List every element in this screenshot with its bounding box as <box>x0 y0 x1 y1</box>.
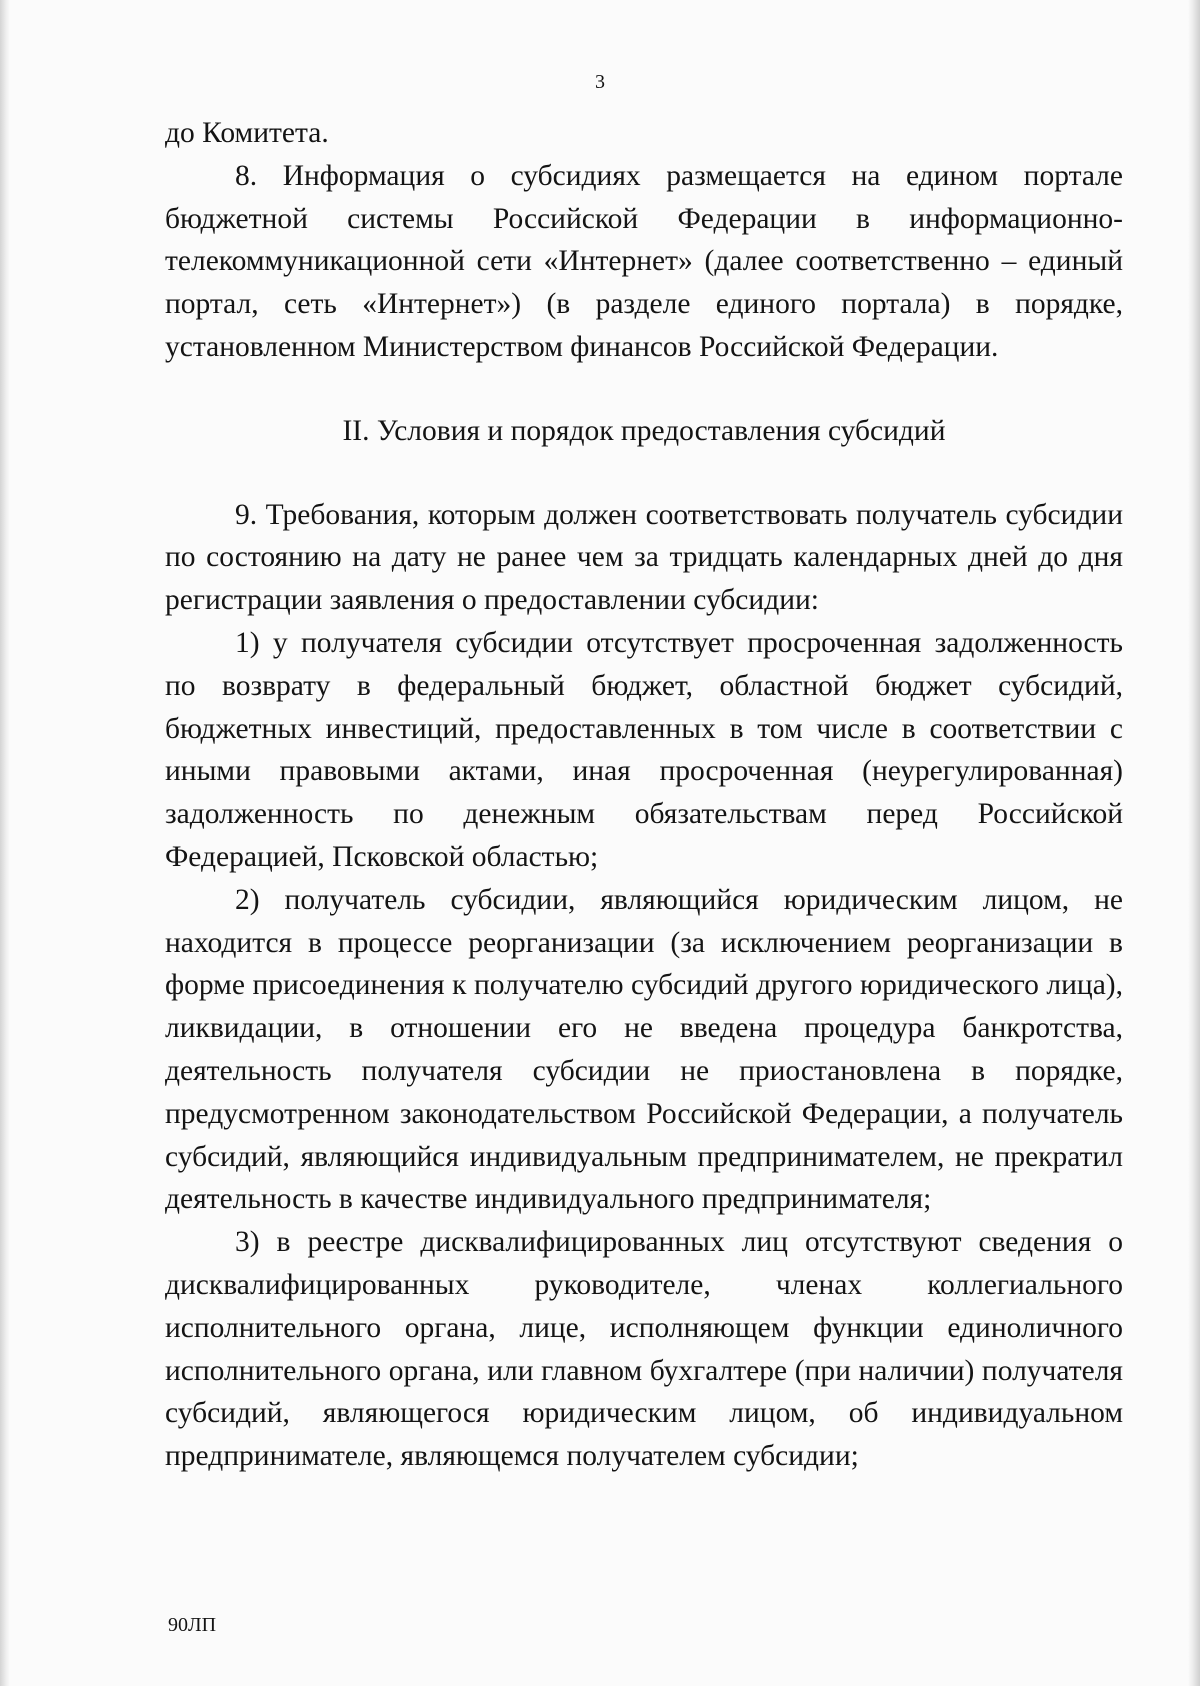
paragraph-9: 9. Требования, которым должен соответствовать получатель субсидии по состоянию на дату не ранее чем за тридцать календарных дней до дня регистрации заявления о предоставлении субсидии: <box>165 498 1123 617</box>
page-number: 3 <box>595 71 605 93</box>
paragraph-continuation: до Комитета. <box>165 117 329 149</box>
document-code: 90ЛП <box>168 1614 217 1636</box>
scan-edge-left <box>0 0 10 1686</box>
paragraph-8: 8. Информация о субсидиях размещается на едином портале бюджетной системы Российской Федерации в информационно-телекоммуникационной сети «Интернет» (далее соответственно – единый портал, сеть «Интернет») (в разделе единого портала) в порядке, установленном Министерством финансов Российской Федерации. <box>165 159 1123 363</box>
list-item-1: 1) у получателя субсидии отсутствует просроченная задолженность по возврату в федеральный бюджет, областной бюджет субсидий, бюджетных инвестиций, предоставленных в том числе в соответствии с иными правовыми актами, иная просроченная (неурегулированная) задолженность по денежным обязательствам перед Российской Федерацией, Псковской областью; <box>165 626 1123 873</box>
scan-edge-right <box>1188 0 1200 1686</box>
document-body <box>165 112 1123 1478</box>
section-heading: II. Условия и порядок предоставления субсидий <box>342 414 946 447</box>
list-item-2: 2) получатель субсидии, являющийся юридическим лицом, не находится в процессе реорганизации (за исключением реорганизации в форме присоединения к получателю субсидий другого юридического лица), ликвидации, в отношении его не введена процедура банкротства, деятельность получателя субсидии не приостановлена в порядке, предусмотренном законодательством Российской Федерации, а получатель субсидий, являющийся индивидуальным предпринимателем, не прекратил деятельность в качестве индивидуального предпринимателя; <box>165 883 1123 1216</box>
list-item-3: 3) в реестре дисквалифицированных лиц отсутствуют сведения о дисквалифицированных руководителе, членах коллегиального исполнительного органа, лице, исполняющем функции единоличного исполнительного органа, или главном бухгалтере (при наличии) получателя субсидий, являющегося юридическим лицом, об индивидуальном предпринимателе, являющемся получателем субсидии; <box>165 1226 1123 1473</box>
